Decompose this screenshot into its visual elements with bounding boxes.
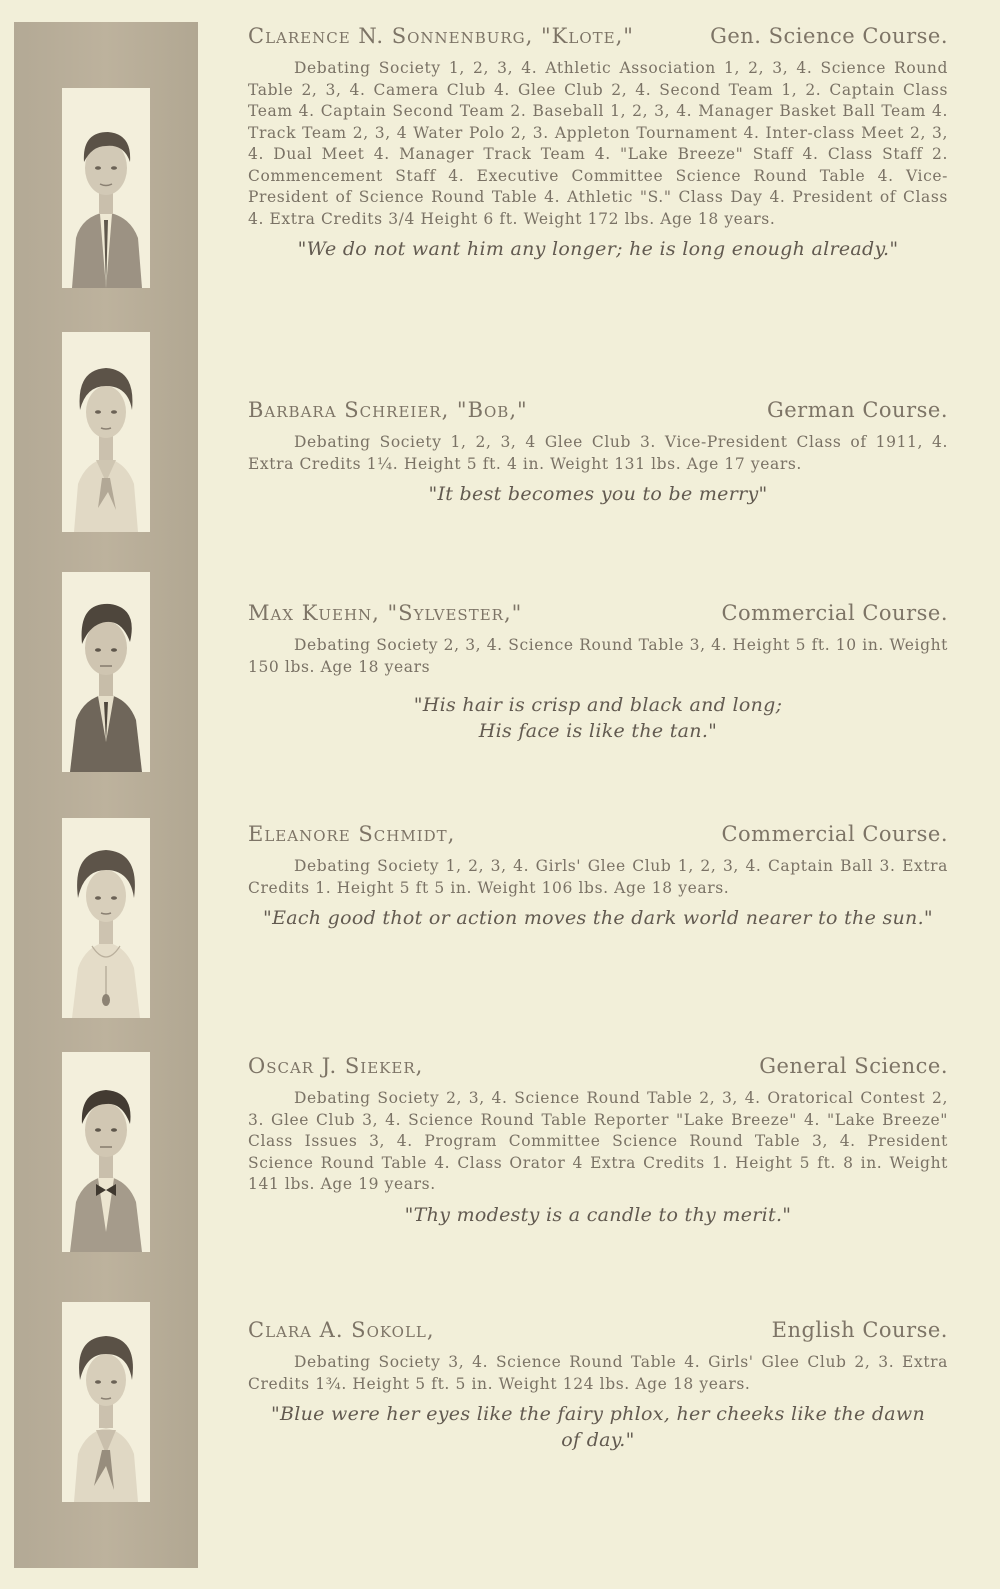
student-course: German Course. xyxy=(766,398,948,422)
portrait-man-icon xyxy=(62,88,150,288)
student-entry xyxy=(248,822,948,931)
quote-line: "Each good thot or action moves the dark world nearer to the sun." xyxy=(263,907,933,929)
student-name: Barbara Schreier, "Bob," xyxy=(248,398,528,422)
portrait-photo xyxy=(62,88,150,288)
student-course: Commercial Course. xyxy=(721,822,948,846)
student-name: Clara A. Sokoll, xyxy=(248,1318,435,1342)
entry-header xyxy=(248,1318,948,1342)
quote-line: of day." xyxy=(561,1429,635,1451)
portrait-photo xyxy=(62,1052,150,1252)
portrait-woman-icon xyxy=(62,332,150,532)
entry-header xyxy=(248,398,948,422)
student-entry xyxy=(248,601,948,744)
entry-header xyxy=(248,822,948,846)
portrait-man-icon xyxy=(62,572,150,772)
quote-line: "Blue were her eyes like the fairy phlox, her cheeks like the dawn xyxy=(270,1403,926,1425)
student-entry xyxy=(248,1054,948,1228)
student-quote xyxy=(248,905,948,931)
student-name: Eleanore Schmidt, xyxy=(248,822,456,846)
student-quote xyxy=(248,1202,948,1228)
student-quote xyxy=(248,692,948,744)
student-details: Debating Society 1, 2, 3, 4 Glee Club 3. Vice-President Class of 1911, 4. Extra Credits 1¼. Height 5 ft. 4 in. Weight 131 lbs. Age 17 years. xyxy=(248,433,948,473)
student-course: General Science. xyxy=(759,1054,948,1078)
entry-header xyxy=(248,1054,948,1078)
student-course: English Course. xyxy=(771,1318,948,1342)
portrait-woman-icon xyxy=(62,818,150,1018)
student-name: Max Kuehn, "Sylvester," xyxy=(248,601,523,625)
portrait-photo xyxy=(62,572,150,772)
student-details: Debating Society 1, 2, 3, 4. Girls' Glee Club 1, 2, 3, 4. Captain Ball 3. Extra Credits 1. Height 5 ft 5 in. Weight 106 lbs. Age 18 years. xyxy=(248,857,948,897)
portrait-man-icon xyxy=(62,1052,150,1252)
student-details: Debating Society 3, 4. Science Round Table 4. Girls' Glee Club 2, 3. Extra Credits 1¾. Height 5 ft. 5 in. Weight 124 lbs. Age 18 years. xyxy=(248,1353,948,1393)
student-quote xyxy=(248,1401,948,1453)
student-details: Debating Society 2, 3, 4. Science Round Table 2, 3, 4. Oratorical Contest 2, 3. Glee Club 3, 4. Science Round Table Reporter "Lake Breeze" 4. "Lake Breeze" Class Issues 3, 4. Program Committee Science Round Table 3, 4. President Science Round Table 4. Class Orator 4 Extra Credits 1. Height 5 ft. 8 in. Weight 141 lbs. Age 19 years. xyxy=(248,1089,948,1193)
student-course: Gen. Science Course. xyxy=(710,24,948,48)
quote-line: "Thy modesty is a candle to thy merit." xyxy=(404,1203,792,1226)
entry-header xyxy=(248,24,948,48)
student-course: Commercial Course. xyxy=(721,601,948,625)
quote-line: "We do not want him any longer; he is long enough already." xyxy=(297,238,899,260)
quote-line: His face is like the tan." xyxy=(478,720,718,742)
student-name: Oscar J. Sieker, xyxy=(248,1054,424,1078)
student-entry xyxy=(248,398,948,507)
student-entry xyxy=(248,1318,948,1453)
portrait-photo xyxy=(62,332,150,532)
portrait-photo xyxy=(62,818,150,1018)
quote-line: "It best becomes you to be merry" xyxy=(428,483,768,505)
student-name: Clarence N. Sonnenburg, "Klote," xyxy=(248,24,634,48)
portrait-photo xyxy=(62,1302,150,1502)
student-entry xyxy=(248,24,948,262)
student-quote xyxy=(248,481,948,507)
student-quote xyxy=(248,236,948,262)
photo-strip xyxy=(14,22,198,1568)
student-details: Debating Society 1, 2, 3, 4. Athletic Association 1, 2, 3, 4. Science Round Table 2, 3, 4. Camera Club 4. Glee Club 2, 4. Second Team 1, 2. Captain Class Team 4. Captain Second Team 2. Baseball 1, 2, 3, 4. Manager Basket Ball Team 4. Track Team 2, 3, 4 Water Polo 2, 3. Appleton Tournament 4. Inter-class Meet 2, 3, 4. Dual Meet 4. Manager Track Team 4. "Lake Breeze" Staff 4. Class Staff 2. Commencement Staff 4. Executive Committee Science Round Table 4. Vice-President of Science Round Table 4. Athletic "S." Class Day 4. President of Class 4. Extra Credits 3/4 Height 6 ft. Weight 172 lbs. Age 18 years. xyxy=(248,59,948,228)
student-details: Debating Society 2, 3, 4. Science Round Table 3, 4. Height 5 ft. 10 in. Weight 150 lbs. Age 18 years xyxy=(248,636,948,676)
portrait-woman-icon xyxy=(62,1302,150,1502)
entry-header xyxy=(248,601,948,625)
quote-line: "His hair is crisp and black and long; xyxy=(413,694,783,716)
